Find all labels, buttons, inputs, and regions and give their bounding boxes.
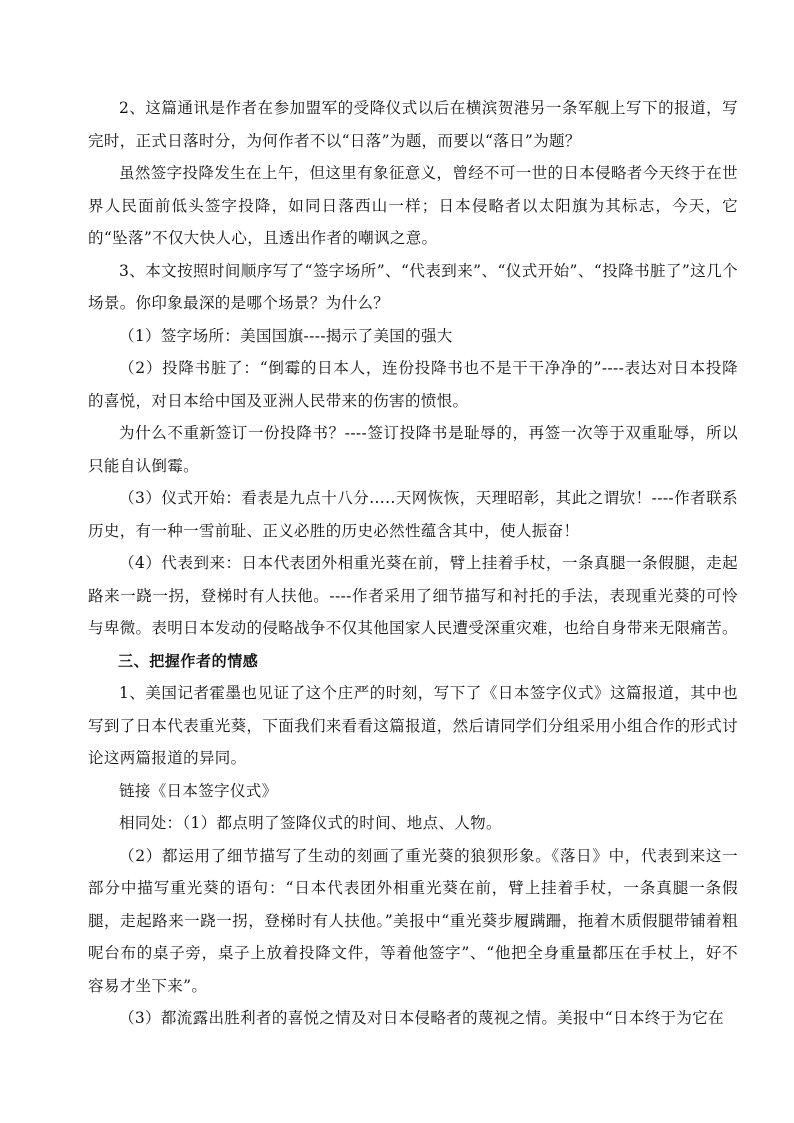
document-page: [88, 92, 738, 1035]
scene-1: （1）签字场所：美国国旗----揭示了美国的强大: [119, 326, 453, 345]
scene-3: （3）仪式开始：看表是九点十八分.....天网恢恢，天理昭彰，其此之谓欤！----作者联系历史，有一种一雪前耻、正义必胜的历史必然性蕴含其中，使人振奋！: [88, 489, 738, 540]
similarity-3: （3）都流露出胜利者的喜悦之情及对日本侵略者的蔑视之情。美报中“日本终于为它在: [119, 1009, 724, 1027]
task-1: 1、美国记者霍墨也见证了这个庄严的时刻，写下了《日本签字仪式》这篇报道，其中也写到了日本代表重光葵，下面我们来看看这篇报道，然后请同学们分组采用小组合作的形式讨论这两篇报道的异同。: [88, 684, 738, 767]
question-2: 2、这篇通讯是作者在参加盟军的受降仪式以后在横滨贺港另一条军舰上写下的报道，写完时，正式日落时分，为何作者不以“日落”为题，而要以“落日”为题？: [88, 99, 738, 150]
scene-4: （4）代表到来：日本代表团外相重光葵在前，臂上挂着手杖，一条真腿一条假腿，走起路来一跷一拐，登梯时有人扶他。----作者采用了细节描写和衬托的手法，表现重光葵的可怜与卑微。表明日本发动的侵略战争不仅其他国家人民遭受深重灾难，也给自身带来无限痛苦。: [88, 554, 738, 637]
question-3: 3、本文按照时间顺序写了“签字场所”、“代表到来”、“仪式开始”、“投降书脏了”这几个场景。你印象最深的是哪个场景？为什么？: [88, 261, 738, 312]
section-heading: 三、把握作者的情感: [118, 651, 259, 670]
similarity-1: 相同处：（1）都点明了签降仪式的时间、地点、人物。: [119, 814, 502, 832]
answer-2: 虽然签字投降发生在上午，但这里有象征意义，曾经不可一世的日本侵略者今天终于在世界人民面前低头签字投降，如同日落西山一样；日本侵略者以太阳旗为其标志，今天，它的“坠落”不仅大快人心，且透出作者的嘲讽之意。: [88, 164, 738, 247]
scene-2: （2）投降书脏了：“倒霉的日本人，连份投降书也不是干干净净的”----表达对日本投降的喜悦，对日本给中国及亚洲人民带来的伤害的愤恨。: [88, 359, 738, 410]
scene-2-followup: 为什么不重新签订一份投降书？----签订投降书是耻辱的，再签一次等于双重耻辱，所以只能自认倒霉。: [88, 424, 738, 475]
link-title: 链接《日本签字仪式》: [119, 781, 278, 800]
similarity-2: （2）都运用了细节描写了生动的刻画了重光葵的狼狈形象。《落日》中，代表到来这一部分中描写重光葵的语句：“日本代表团外相重光葵在前，臂上挂着手杖，一条真腿一条假腿，走起路来一跷一拐，登梯时有人扶他。”美报中“重光葵步履蹒跚，拖着木质假腿带铺着粗呢台布的桌子旁，桌子上放着投降文件，等着他签字”、“他把全身重量都压在手杖上，好不容易才坐下来”。: [88, 846, 738, 995]
